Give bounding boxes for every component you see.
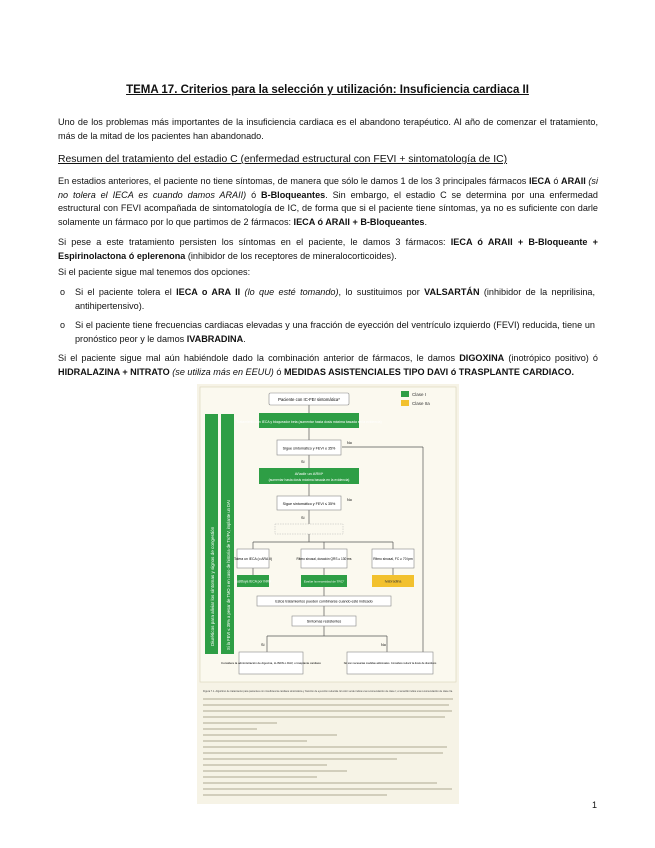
box-add-arm-sub: (aumentar hasta dosis máxima basada en la evidencia) (268, 478, 350, 482)
treatment-algorithm-figure (197, 384, 459, 804)
box-end-no-measures-text: No son necesarias medidas adicionales. Considere reducir la dosis de diuréticos (343, 662, 437, 665)
box-question-2-text: Sigue sintomático y FEVI ≤ 35% (282, 502, 336, 506)
box-question-3-text: Síntomas resistentes (306, 619, 342, 624)
legend-swatch-class-i (401, 391, 409, 397)
paragraph-final-options: Si el paciente sigue mal aún habiéndole dado la combinación anterior de fármacos, le damos DIGOXINA (inotrópico positivo) ó HIDRALAZINA + NITRATO (se utiliza más en EEUU) ó MEDIDAS ASISTENCIALES TIPO DAVI ó TRASPLANTE CARDIACO. (58, 353, 598, 377)
box-option-heart-rate-text: Ritmo sinusal, FC ≥ 70 lpm (373, 557, 413, 561)
paragraph-options: Si el paciente sigue mal tenemos dos opciones: (58, 267, 251, 277)
box-start-text: Paciente con IC-FEr sintomática* (278, 396, 340, 402)
legend-swatch-class-iia (401, 400, 409, 406)
label-yes-3: Sí (261, 643, 265, 647)
intro-paragraph: Uno de los problemas más importantes de la insuficiencia cardiaca es el abandono terapéutico. Al año de comenzar el tratamiento, más de la mitad de los pacientes han abandonado. (58, 117, 598, 141)
figure-caption: Figura 7.1. Algoritmo de tratamiento para pacientes con insuficiencia cardiaca sintomática y fracción de eyección reducida. El color verde indica una recomendación de clase I; el amarillo indica una recomendación de clase IIa. (203, 690, 453, 693)
page-number: 1 (591, 800, 597, 810)
box-action-ivabradina-text: Ivabradina (384, 579, 402, 584)
bullet-marker: o (60, 320, 66, 330)
label-yes-1: Sí (301, 460, 305, 464)
box-branch-divider (275, 524, 343, 534)
legend-label-class-i: Clase I (412, 392, 427, 397)
box-combine-text: Estos tratamientos pueden combinarse cuando esté indicado (275, 599, 373, 604)
box-action-inra-text: Sustituya IECA por INRA (234, 579, 272, 584)
box-add-arm-text: Añadir un ARM* (294, 471, 324, 476)
paragraph-three-drugs: Si pese a este tratamiento persisten los síntomas en el paciente, le damos 3 fármacos: IECA ó ARAII + B-Bloqueante + Espirinolactona ó eplerenona (inhibidor de los receptores de mineralocorticoides). (58, 237, 598, 261)
label-no-1: No (347, 441, 352, 445)
label-no-2: No (347, 498, 352, 502)
side-bar-dai-text: Si la FEVI ≤ 35% a pesar de TMO o en caso de historia de TV/FV, implante un DAI (226, 500, 231, 650)
bullet-marker: o (60, 287, 66, 297)
section-heading: Resumen del tratamiento del estadio C (enfermedad estructural con FEVI + sintomatología de IC) (58, 154, 508, 165)
box-option-qrs-text: Ritmo sinusal, duración QRS ≥ 130 ms (296, 557, 352, 561)
label-yes-2: Sí (301, 516, 305, 520)
side-bar-diuretics-text: Diuréticos para aliviar los síntomas y signos de congestión (210, 526, 215, 646)
bullet-item-ivabradina: o Si el paciente tiene frecuencias cardiacas elevadas y una fracción de eyección del ventrículo izquierdo (FEVI) reducida, tiene un pronóstico peor y le damos IVABRADINA. (60, 320, 595, 344)
box-question-1-text: Sigue sintomático y FEVI ≤ 35% (282, 446, 336, 451)
box-action-trc-text: Evalúe la necesidad de TRC* (303, 579, 345, 584)
box-end-digoxina-text: Considere la administración de digoxina, H-ISDN o DAV, o trasplante cardiaco (221, 661, 321, 665)
box-option-tolerates-ieca-text: Tolera un IECA (o ARA II) (233, 557, 273, 561)
label-no-3: No (381, 643, 386, 647)
legend-label-class-iia: Clase IIa (412, 401, 430, 406)
figure-panel (200, 387, 456, 682)
box-treatment-ieca-text: Tratamiento con IECA y bloqueador beta (aumentar hasta dosis máxima basada en la evidencia) (236, 420, 382, 424)
page-title: TEMA 17. Criterios para la selección y utilización: Insuficiencia cardiaca II (126, 84, 529, 96)
paragraph-stage-c: En estadios anteriores, el paciente no tiene síntomas, de manera que sólo le damos 1 de los 3 principales fármacos IECA ó ARAII (si no tolera el IECA es cuando damos ARAII) ó B-Bloqueantes. Sin embargo, el estadio C se determina por una enfermedad estructural con FEVI acompañada de sintomatología de IC, de forma que si el paciente tiene síntomas, ya no es suficiente con darle solamente un fármaco por lo que partimos de 2 fármacos: IECA ó ARAII + B-Bloqueantes. (58, 176, 598, 227)
bullet-item-valsartan: o Si el paciente tolera el IECA o ARA II (lo que esté tomando), lo sustituimos por VALSARTÁN (inhibidor de la neprilisina, antihipertensivo). (60, 287, 595, 311)
